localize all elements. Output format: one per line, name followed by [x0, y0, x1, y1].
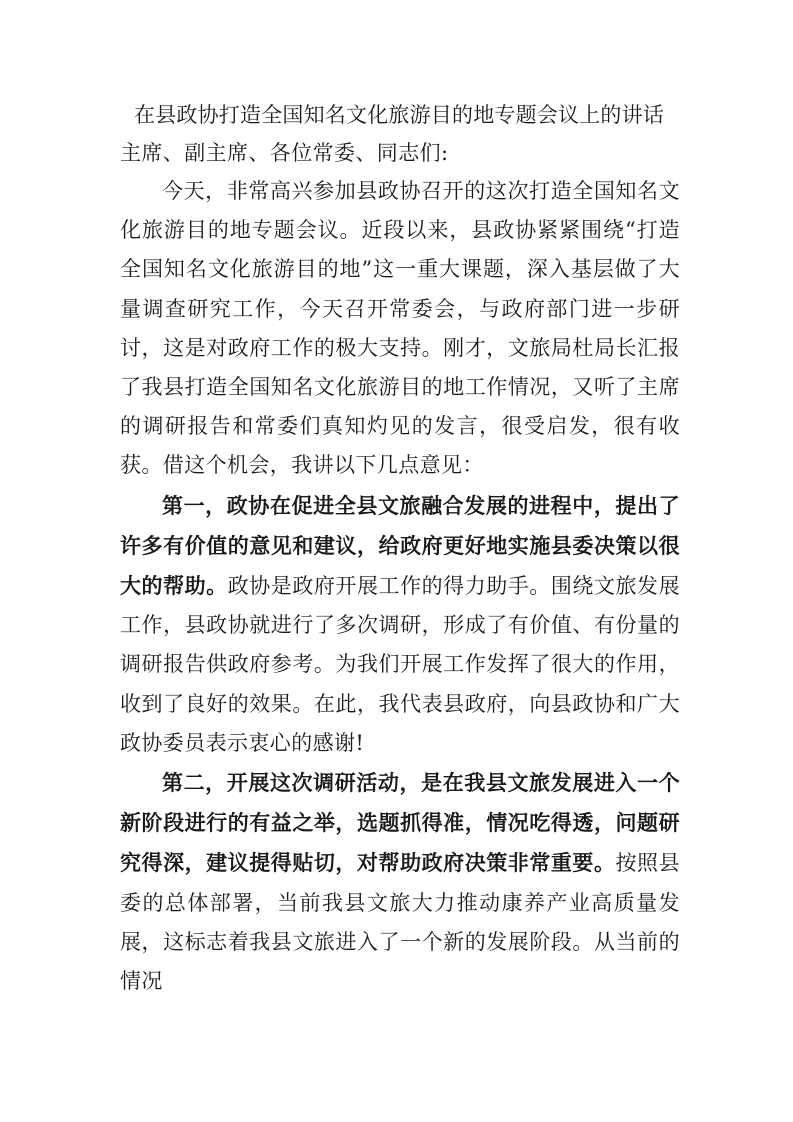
paragraph-body: 政协是政府开展工作的得力助手。围绕文旅发展工作，县政协就进行了多次调研，形成了有价值、有份量的调研报告供政府参考。为我们开展工作发挥了很大的作用，收到了良好的效果。在此，我代表县政府，向县政协和广大政协委员表示衷心的感谢!	[120, 574, 680, 755]
paragraph-body: 按照县委的总体部署，当前我县文旅大力推动康养产业高质量发展，这标志着我县文旅进入了一个新的发展阶段。从当前的情况	[120, 851, 681, 994]
paragraph-point-one	[120, 486, 680, 763]
salutation: 主席、副主席、各位常委、同志们:	[120, 141, 449, 165]
paragraph-point-two	[120, 763, 680, 1001]
paragraph-body: 今天，非常高兴参加县政协召开的这次打造全国知名文化旅游目的地专题会议。近段以来，县政协紧紧围绕“打造全国知名文化旅游目的地”这一重大课题，深入基层做了大量调查研究工作，今天召开常委会，与政府部门进一步研讨，这是对政府工作的极大支持。刚才，文旅局杜局长汇报了我县打造全国知名文化旅游目的地工作情况，又听了主席的调研报告和常委们真知灼见的发言，很受启发，很有收获。借这个机会，我讲以下几点意见：	[120, 179, 680, 478]
document-page	[120, 96, 680, 1001]
paragraph-lead: 第一，政协在促进全县文旅融合发展的进程中，提出了许多有价值的意见和建议，给政府更好地实施县委决策以很大的帮助。	[120, 492, 680, 599]
paragraph-lead: 第二，开展这次调研活动，是在我县文旅发展进入一个新阶段进行的有益之举，选题抓得准，情况吃得透，问题研究得深，建议提得贴切，对帮助政府决策非常重要。	[120, 770, 680, 876]
document-title: 在县政协打造全国知名文化旅游目的地专题会议上的讲话	[134, 103, 664, 127]
paragraph-opening	[120, 172, 680, 486]
